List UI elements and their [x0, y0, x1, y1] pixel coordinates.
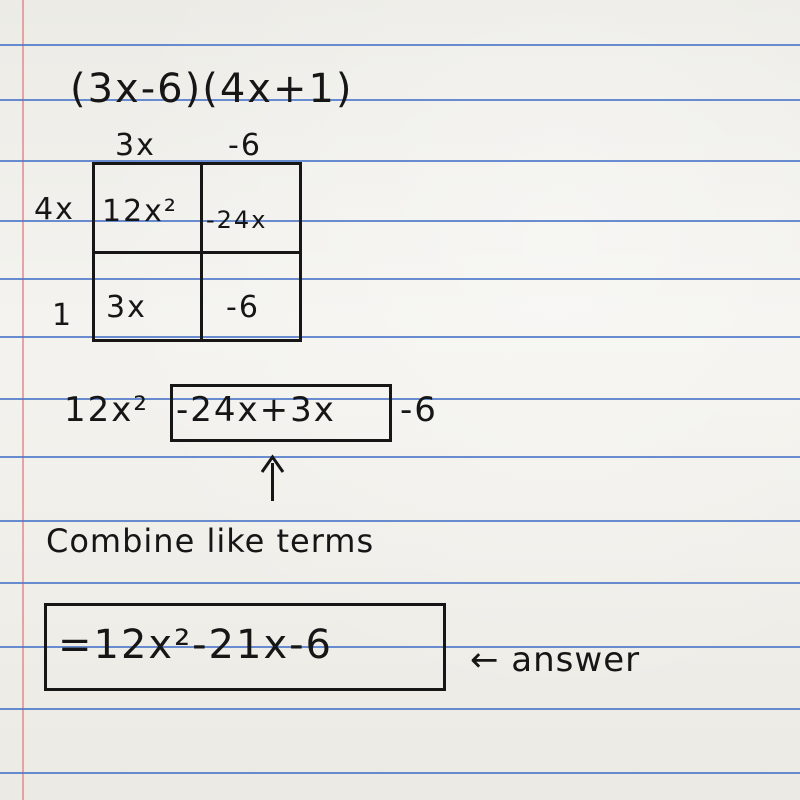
- answer-label: ← answer: [470, 640, 641, 680]
- grid-cell-2-1: 3x: [106, 290, 147, 325]
- ruled-line: [0, 708, 800, 710]
- arrow-shaft: [271, 463, 274, 501]
- ruled-line: [0, 44, 800, 46]
- expanded-middle-terms: -24x+3x: [176, 390, 336, 430]
- grid-divider-horizontal: [95, 251, 299, 254]
- grid-cell-1-2: -24x: [206, 206, 268, 234]
- instruction-note: Combine like terms: [46, 522, 375, 560]
- row-header-1: 4x: [34, 192, 75, 227]
- ruled-line: [0, 456, 800, 458]
- row-header-2: 1: [52, 298, 74, 333]
- column-header-1: 3x: [115, 128, 156, 163]
- grid-cell-1-1: 12x²: [102, 194, 178, 229]
- margin-line: [22, 0, 24, 800]
- ruled-line: [0, 582, 800, 584]
- expanded-last-term: -6: [400, 390, 438, 430]
- expanded-first-term: 12x²: [64, 390, 150, 430]
- answer-expression: =12x²-21x-6: [58, 622, 334, 668]
- column-header-2: -6: [228, 128, 262, 163]
- problem-expression: (3x-6)(4x+1): [70, 66, 354, 112]
- grid-cell-2-2: -6: [226, 290, 260, 325]
- ruled-line: [0, 772, 800, 774]
